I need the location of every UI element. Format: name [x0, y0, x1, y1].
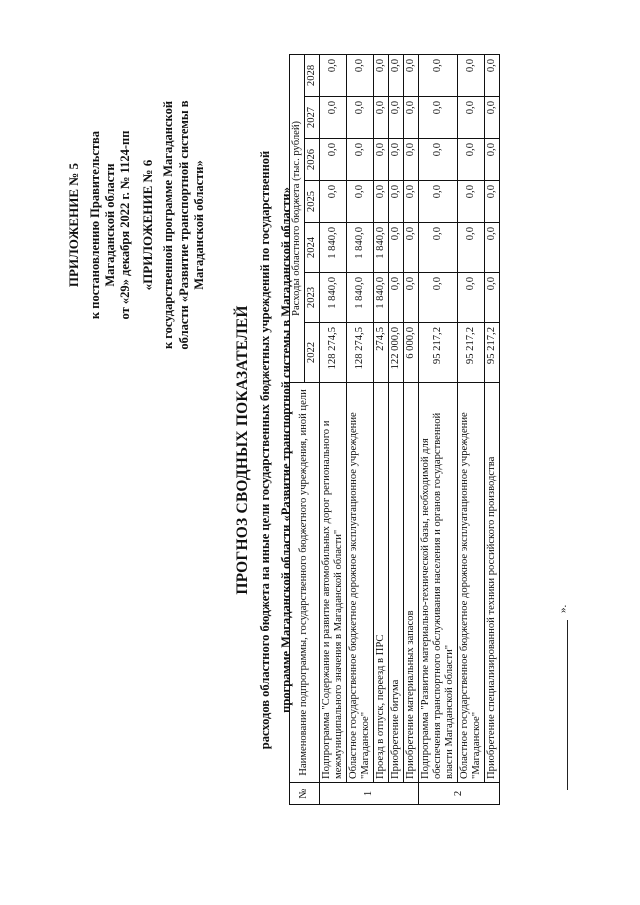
row-value: 1 840,0 — [346, 223, 373, 273]
row-value: 0,0 — [418, 181, 457, 223]
header-expenses-group: Расходы областного бюджета (тыс. рублей) — [290, 54, 305, 382]
row-value: 0,0 — [457, 223, 484, 273]
header-year: 2023 — [304, 273, 319, 323]
row-value: 0,0 — [403, 223, 418, 273]
row-value: 1 840,0 — [346, 273, 373, 323]
row-value: 0,0 — [484, 54, 499, 96]
appendix-header — [66, 65, 207, 385]
row-value: 0,0 — [388, 273, 403, 323]
appendix-title-2: «ПРИЛОЖЕНИЕ № 6 — [139, 159, 155, 291]
header-year: 2027 — [304, 97, 319, 139]
row-value: 0,0 — [418, 54, 457, 96]
row-value: 0,0 — [457, 139, 484, 181]
header-year: 2026 — [304, 139, 319, 181]
row-value: 0,0 — [373, 181, 388, 223]
document-subtitle-2: программе Магаданской области «Развитие транспортной системы в Магаданской области» — [279, 187, 294, 713]
row-value: 0,0 — [403, 181, 418, 223]
header-year: 2024 — [304, 223, 319, 273]
header-name: Наименование подпрограммы, государственного бюджетного учреждения, иной цели — [290, 383, 320, 783]
table-row — [403, 54, 418, 804]
document-title: ПРОГНОЗ СВОДНЫХ ПОКАЗАТЕЛЕЙ — [234, 305, 251, 595]
row-value: 0,0 — [373, 97, 388, 139]
row-value: 1 840,0 — [319, 223, 346, 273]
row-value: 0,0 — [388, 97, 403, 139]
row-name: Приобретение битума — [388, 383, 403, 783]
row-value: 0,0 — [403, 273, 418, 323]
row-value: 95 217,2 — [484, 323, 499, 383]
row-value: 0,0 — [373, 139, 388, 181]
row-number: 1 — [319, 783, 418, 805]
header-year: 2025 — [304, 181, 319, 223]
table-row — [457, 54, 484, 804]
row-value: 1 840,0 — [319, 273, 346, 323]
row-value: 0,0 — [388, 181, 403, 223]
row-value: 0,0 — [346, 181, 373, 223]
table-row — [373, 54, 388, 804]
row-value: 0,0 — [418, 97, 457, 139]
row-value: 0,0 — [346, 139, 373, 181]
header-year: 2022 — [304, 323, 319, 383]
footer-line — [567, 620, 568, 790]
row-value: 0,0 — [457, 54, 484, 96]
table-row — [388, 54, 403, 804]
row-value: 0,0 — [418, 273, 457, 323]
row-name: Областное государственное бюджетное дорожное эксплуатационное учреждение "Магаданское" — [346, 383, 373, 783]
footer-mark: ». — [557, 604, 569, 613]
appendix-title: ПРИЛОЖЕНИЕ № 5 — [66, 162, 81, 288]
appendix-line-3: от «29» декабря 2022 г. № 1124-пп — [118, 130, 133, 320]
row-value: 0,0 — [373, 54, 388, 96]
row-value: 0,0 — [319, 97, 346, 139]
row-value: 0,0 — [418, 223, 457, 273]
row-value: 0,0 — [457, 181, 484, 223]
row-value: 122 000,0 — [388, 323, 403, 383]
row-value: 0,0 — [484, 97, 499, 139]
row-value: 274,5 — [373, 323, 388, 383]
table-row — [346, 54, 373, 804]
header-year: 2028 — [304, 54, 319, 96]
document-title-block — [234, 55, 294, 845]
row-number: 2 — [418, 783, 499, 805]
program-line-3: Магаданской области» — [191, 160, 206, 290]
row-value: 0,0 — [403, 54, 418, 96]
row-value: 0,0 — [457, 97, 484, 139]
row-name: Подпрограмма "Развитие материально-технической базы, необходимой для обеспечения транспортного обслуживания населения и органов государственной власти Магаданской области" — [418, 383, 457, 783]
table-row — [418, 54, 457, 804]
appendix-line-2: Магаданской области — [103, 163, 118, 287]
row-value: 95 217,2 — [457, 323, 484, 383]
row-value: 128 274,5 — [346, 323, 373, 383]
appendix-line-1: к постановлению Правительства — [87, 130, 102, 320]
row-value: 0,0 — [319, 181, 346, 223]
row-value: 0,0 — [484, 273, 499, 323]
row-name: Областное государственное бюджетное дорожное эксплуатационное учреждение "Магаданское" — [457, 383, 484, 783]
row-name: Приобретение материальных запасов — [403, 383, 418, 783]
row-value: 0,0 — [484, 139, 499, 181]
row-value: 0,0 — [346, 97, 373, 139]
forecast-table — [289, 54, 500, 805]
table-row — [319, 54, 346, 804]
table-header-row — [290, 54, 305, 804]
row-value: 0,0 — [346, 54, 373, 96]
row-value: 95 217,2 — [418, 323, 457, 383]
row-value: 0,0 — [403, 139, 418, 181]
row-value: 1 840,0 — [373, 223, 388, 273]
row-value: 0,0 — [403, 97, 418, 139]
row-name: Подпрограмма "Содержание и развитие автомобильных дорог регионального и межмуниципального значения в Магаданской области" — [319, 383, 346, 783]
document-subtitle-1: расходов областного бюджета на иные цели государственных бюджетных учреждений по государственной — [258, 150, 273, 750]
row-value: 0,0 — [319, 139, 346, 181]
row-value: 0,0 — [457, 273, 484, 323]
row-value: 0,0 — [388, 139, 403, 181]
row-name: Проезд в отпуск, переезд в ПРС — [373, 383, 388, 783]
row-value: 6 000,0 — [403, 323, 418, 383]
row-value: 0,0 — [484, 223, 499, 273]
row-value: 0,0 — [388, 54, 403, 96]
row-value: 128 274,5 — [319, 323, 346, 383]
row-value: 1 840,0 — [373, 273, 388, 323]
header-number: № — [290, 783, 320, 805]
row-name: Приобретение специализированной техники российского производства — [484, 383, 499, 783]
row-value: 0,0 — [388, 223, 403, 273]
table-row — [484, 54, 499, 804]
row-value: 0,0 — [484, 181, 499, 223]
program-line-1: к государственной программе Магаданской — [161, 100, 176, 350]
row-value: 0,0 — [319, 54, 346, 96]
row-value: 0,0 — [418, 139, 457, 181]
program-line-2: области «Развитие транспортной системы в — [176, 100, 191, 350]
